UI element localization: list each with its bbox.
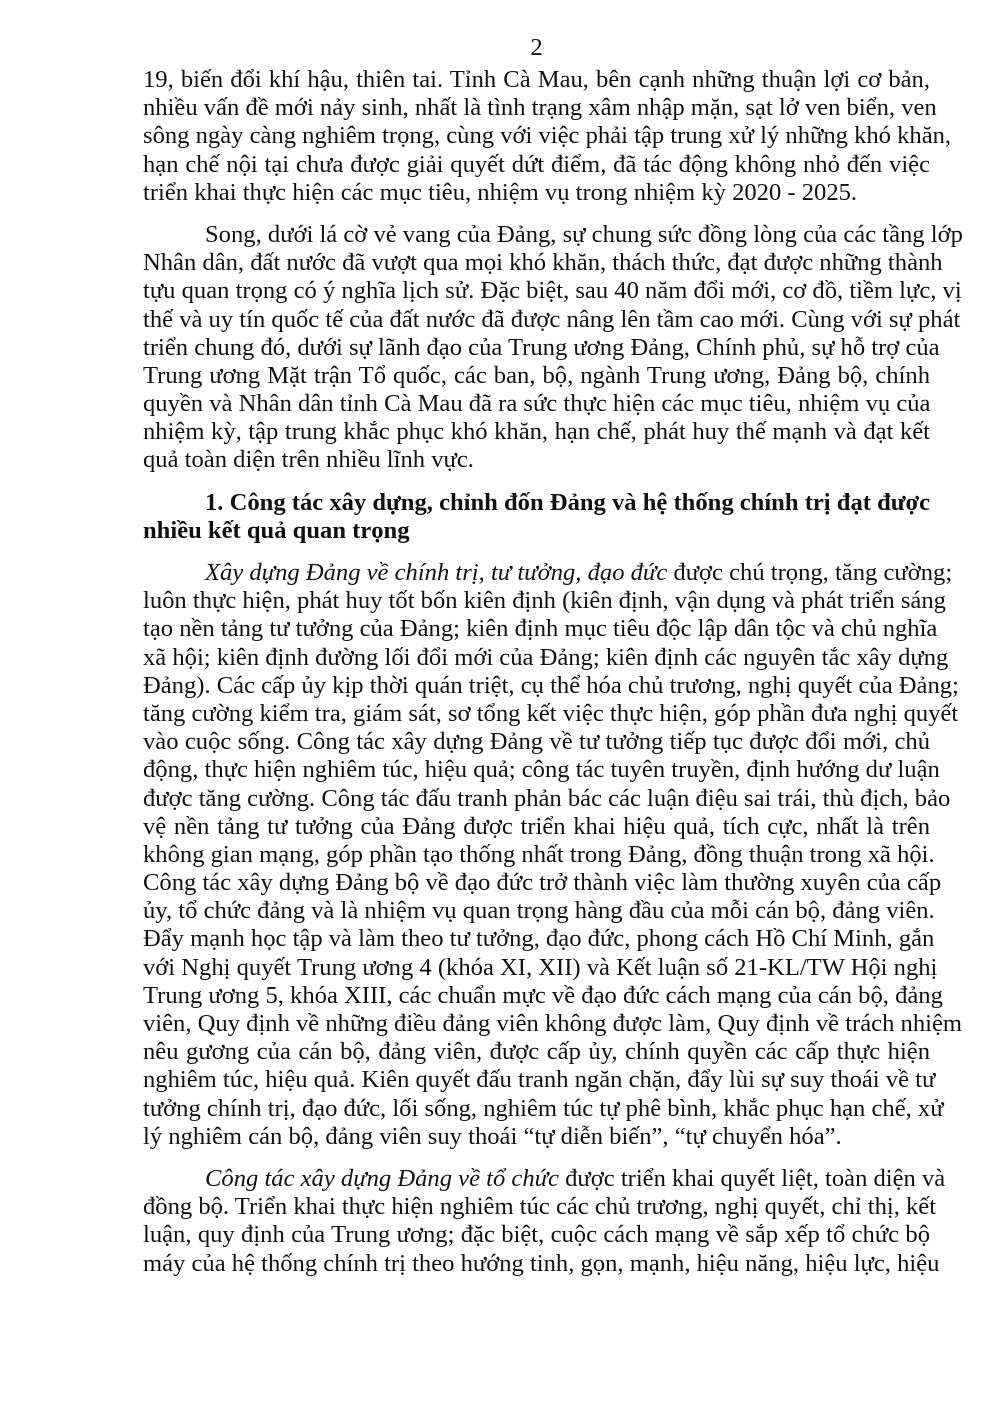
text-line: Nhân dân, đất nước đã vượt qua mọi khó khăn, thách thức, đạt được những thành (143, 249, 943, 277)
text-line: tạo nền tảng tư tưởng của Đảng; kiên định mục tiêu độc lập dân tộc và chủ nghĩa (143, 615, 938, 643)
text-line: vệ nền tảng tư tưởng của Đảng được triển khai hiệu quả, tích cực, nhất là trên (143, 812, 930, 840)
text-line: nêu gương của cán bộ, đảng viên, được cấp ủy, chính quyền các cấp thực hiện (143, 1038, 930, 1066)
text-line: nhiệm kỳ, tập trung khắc phục khó khăn, hạn chế, phát huy thế mạnh và đạt kết (143, 418, 930, 446)
text-line: quả toàn diện trên nhiều lĩnh vực. (143, 446, 474, 474)
text-line: luôn thực hiện, phát huy tốt bốn kiên định (kiên định, vận dụng và phát triển sáng (143, 587, 946, 615)
paragraph-political-building (143, 559, 962, 1151)
text-line: 19, biến đổi khí hậu, thiên tai. Tỉnh Cà Mau, bên cạnh những thuận lợi cơ bản, (143, 66, 930, 93)
text-line: Đảng). Các cấp ủy kịp thời quán triệt, cụ thể hóa chủ trương, nghị quyết của Đảng; (143, 671, 959, 699)
text-line: Công tác xây dựng Đảng bộ về đạo đức trở thành việc làm thường xuyên của cấp (143, 869, 942, 897)
text-line: với Nghị quyết Trung ương 4 (khóa XI, XII) và Kết luận số 21-KL/TW Hội nghị (143, 953, 938, 981)
paragraph-organizational-building (143, 1164, 946, 1278)
text-line: không gian mạng, góp phần tạo thống nhất trong Đảng, đồng thuận trong xã hội. (143, 840, 935, 868)
text-line: hạn chế nội tại chưa được giải quyết dứt điểm, đã tác động không nhỏ đến việc (143, 150, 930, 178)
paragraph-achievements (143, 220, 963, 475)
text-line: máy của hệ thống chính trị theo hướng tinh, gọn, mạnh, hiệu năng, hiệu lực, hiệu (143, 1249, 940, 1277)
text-line: tưởng chính trị, đạo đức, lối sống, nghiêm túc tự phê bình, khắc phục hạn chế, xử (143, 1094, 944, 1122)
text-line: tựu quan trọng có ý nghĩa lịch sử. Đặc biệt, sau 40 năm đổi mới, cơ đồ, tiềm lực, vị (143, 277, 962, 305)
text-line (143, 1164, 946, 1193)
text-line: Song, dưới lá cờ vẻ vang của Đảng, sự chung sức đồng lòng của các tầng lớp (205, 220, 963, 248)
text-line: Trung ương 5, khóa XIII, các chuẩn mực về đạo đức cách mạng của cán bộ, đảng (143, 981, 943, 1009)
text-line: vào cuộc sống. Công tác xây dựng Đảng về tư tưởng tiếp tục được đổi mới, chủ (143, 728, 930, 756)
heading-line: nhiều kết quả quan trọng (143, 516, 410, 544)
text-line: nhiều vấn đề mới nảy sinh, nhất là tình trạng xâm nhập mặn, sạt lở ven biển, ven (143, 94, 937, 122)
text-line: quyền và Nhân dân tỉnh Cà Mau đã ra sức thực hiện các mục tiêu, nhiệm vụ của (143, 390, 931, 418)
text-line: lý nghiêm cán bộ, đảng viên suy thoái “tự diễn biến”, “tự chuyển hóa”. (143, 1122, 842, 1150)
italic-lead: Xây dựng Đảng về chính trị, tư tưởng, đạo đức (205, 559, 668, 586)
italic-lead: Công tác xây dựng Đảng về tổ chức (205, 1164, 559, 1192)
text-line: đồng bộ. Triển khai thực hiện nghiêm túc các chủ trương, nghị quyết, chỉ thị, kết (143, 1193, 937, 1221)
text-line: Đẩy mạnh học tập và làm theo tư tưởng, đạo đức, phong cách Hồ Chí Minh, gắn (143, 925, 935, 953)
text-line: viên, Quy định về những điều đảng viên không được làm, Quy định về trách nhiệm (143, 1010, 962, 1037)
paragraph-context (143, 66, 952, 207)
text-line: Trung ương Mặt trận Tổ quốc, các ban, bộ, ngành Trung ương, Đảng bộ, chính (143, 361, 930, 389)
text-line: luận, quy định của Trung ương; đặc biệt, cuộc cách mạng về sắp xếp tổ chức bộ (143, 1221, 930, 1249)
text-line: sông ngày càng nghiêm trọng, cùng với việc phải tập trung xử lý những khó khăn, (143, 122, 952, 150)
lead-rest: được chú trọng, tăng cường; (667, 559, 953, 586)
lead-rest: được triển khai quyết liệt, toàn diện và (558, 1164, 946, 1192)
text-line: được tăng cường. Công tác đấu tranh phản bác các luận điệu sai trái, thù địch, bảo (143, 784, 951, 812)
text-line: nghiêm túc, hiệu quả. Kiên quyết đấu tranh ngăn chặn, đẩy lùi sự suy thoái về tư (143, 1066, 936, 1094)
document-page (143, 30, 963, 1278)
text-line: triển chung đó, dưới sự lãnh đạo của Trung ương Đảng, Chính phủ, sự hỗ trợ của (143, 333, 940, 361)
text-line: xã hội; kiên định đường lối đổi mới của Đảng; kiên định các nguyên tắc xây dựng (143, 643, 949, 671)
page-number: 2 (530, 34, 543, 61)
text-line: triển khai thực hiện các mục tiêu, nhiệm vụ trong nhiệm kỳ 2020 - 2025. (143, 178, 858, 206)
text-line (143, 559, 953, 587)
text-line: tăng cường kiểm tra, giám sát, sơ tổng kết việc thực hiện, góp phần đưa nghị quyết (143, 699, 959, 727)
text-line: động, thực hiện nghiêm túc, hiệu quả; công tác tuyên truyền, định hướng dư luận (143, 756, 940, 784)
section-heading (143, 489, 930, 545)
text-line: thế và uy tín quốc tế của đất nước đã được nâng lên tầm cao mới. Cùng với sự phát (143, 305, 961, 333)
heading-line: 1. Công tác xây dựng, chỉnh đốn Đảng và hệ thống chính trị đạt được (205, 488, 931, 516)
text-line: ủy, tổ chức đảng và là nhiệm vụ quan trọng hàng đầu của mỗi cán bộ, đảng viên. (143, 897, 935, 925)
